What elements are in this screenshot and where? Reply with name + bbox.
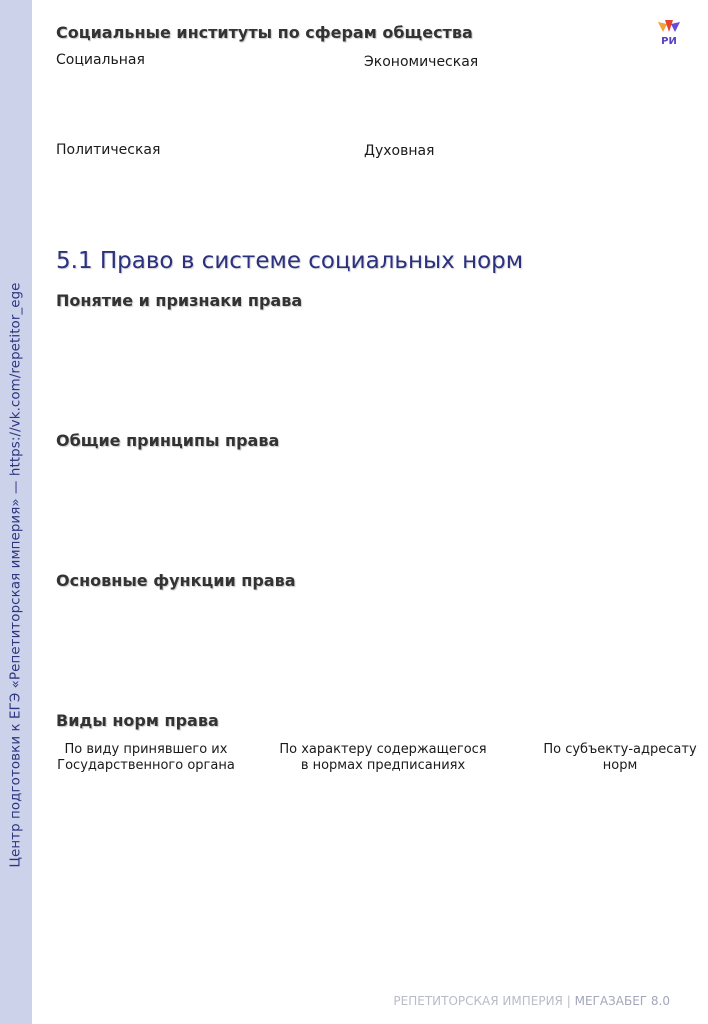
norm-type-column [258,742,508,774]
heading-principles: Общие принципы права [56,431,280,450]
institutions-heading: Социальные институты по сферам общества [56,23,473,42]
heading-functions: Основные функции права [56,571,296,590]
norm-type-column [530,742,708,774]
sidebar-vertical-text: Центр подготовки к ЕГЭ «Репетиторская империя» — https://vk.com/repetitor_ege [8,282,24,868]
heading-concept: Понятие и признаки права [56,291,303,310]
footer-separator: | [566,994,571,1008]
norm-type-line: По характеру содержащегося [279,742,487,757]
logo [656,18,682,46]
section-title: 5.1 Право в системе социальных норм [56,248,524,274]
norm-type-line: норм [602,758,638,773]
footer [393,994,670,1008]
sphere-social: Социальная [56,52,145,68]
norm-type-line: Государственного органа [57,758,235,773]
crown-logo-icon [656,18,682,46]
sphere-political: Политическая [56,142,161,158]
logo-text: РИ [661,36,677,46]
sidebar-strip [0,0,32,1024]
heading-norm-types: Виды норм права [56,711,219,730]
norm-type-line: По субъекту-адресату [543,742,697,757]
sphere-spiritual: Духовная [364,143,435,159]
norm-type-column [40,742,252,774]
norm-type-line: в нормах предписаниях [300,758,466,773]
sphere-economic: Экономическая [364,54,479,70]
footer-brand: РЕПЕТИТОРСКАЯ ИМПЕРИЯ [393,994,563,1008]
norm-type-line: По виду принявшего их [64,742,228,757]
footer-edition: МЕГАЗАБЕГ 8.0 [574,994,670,1008]
